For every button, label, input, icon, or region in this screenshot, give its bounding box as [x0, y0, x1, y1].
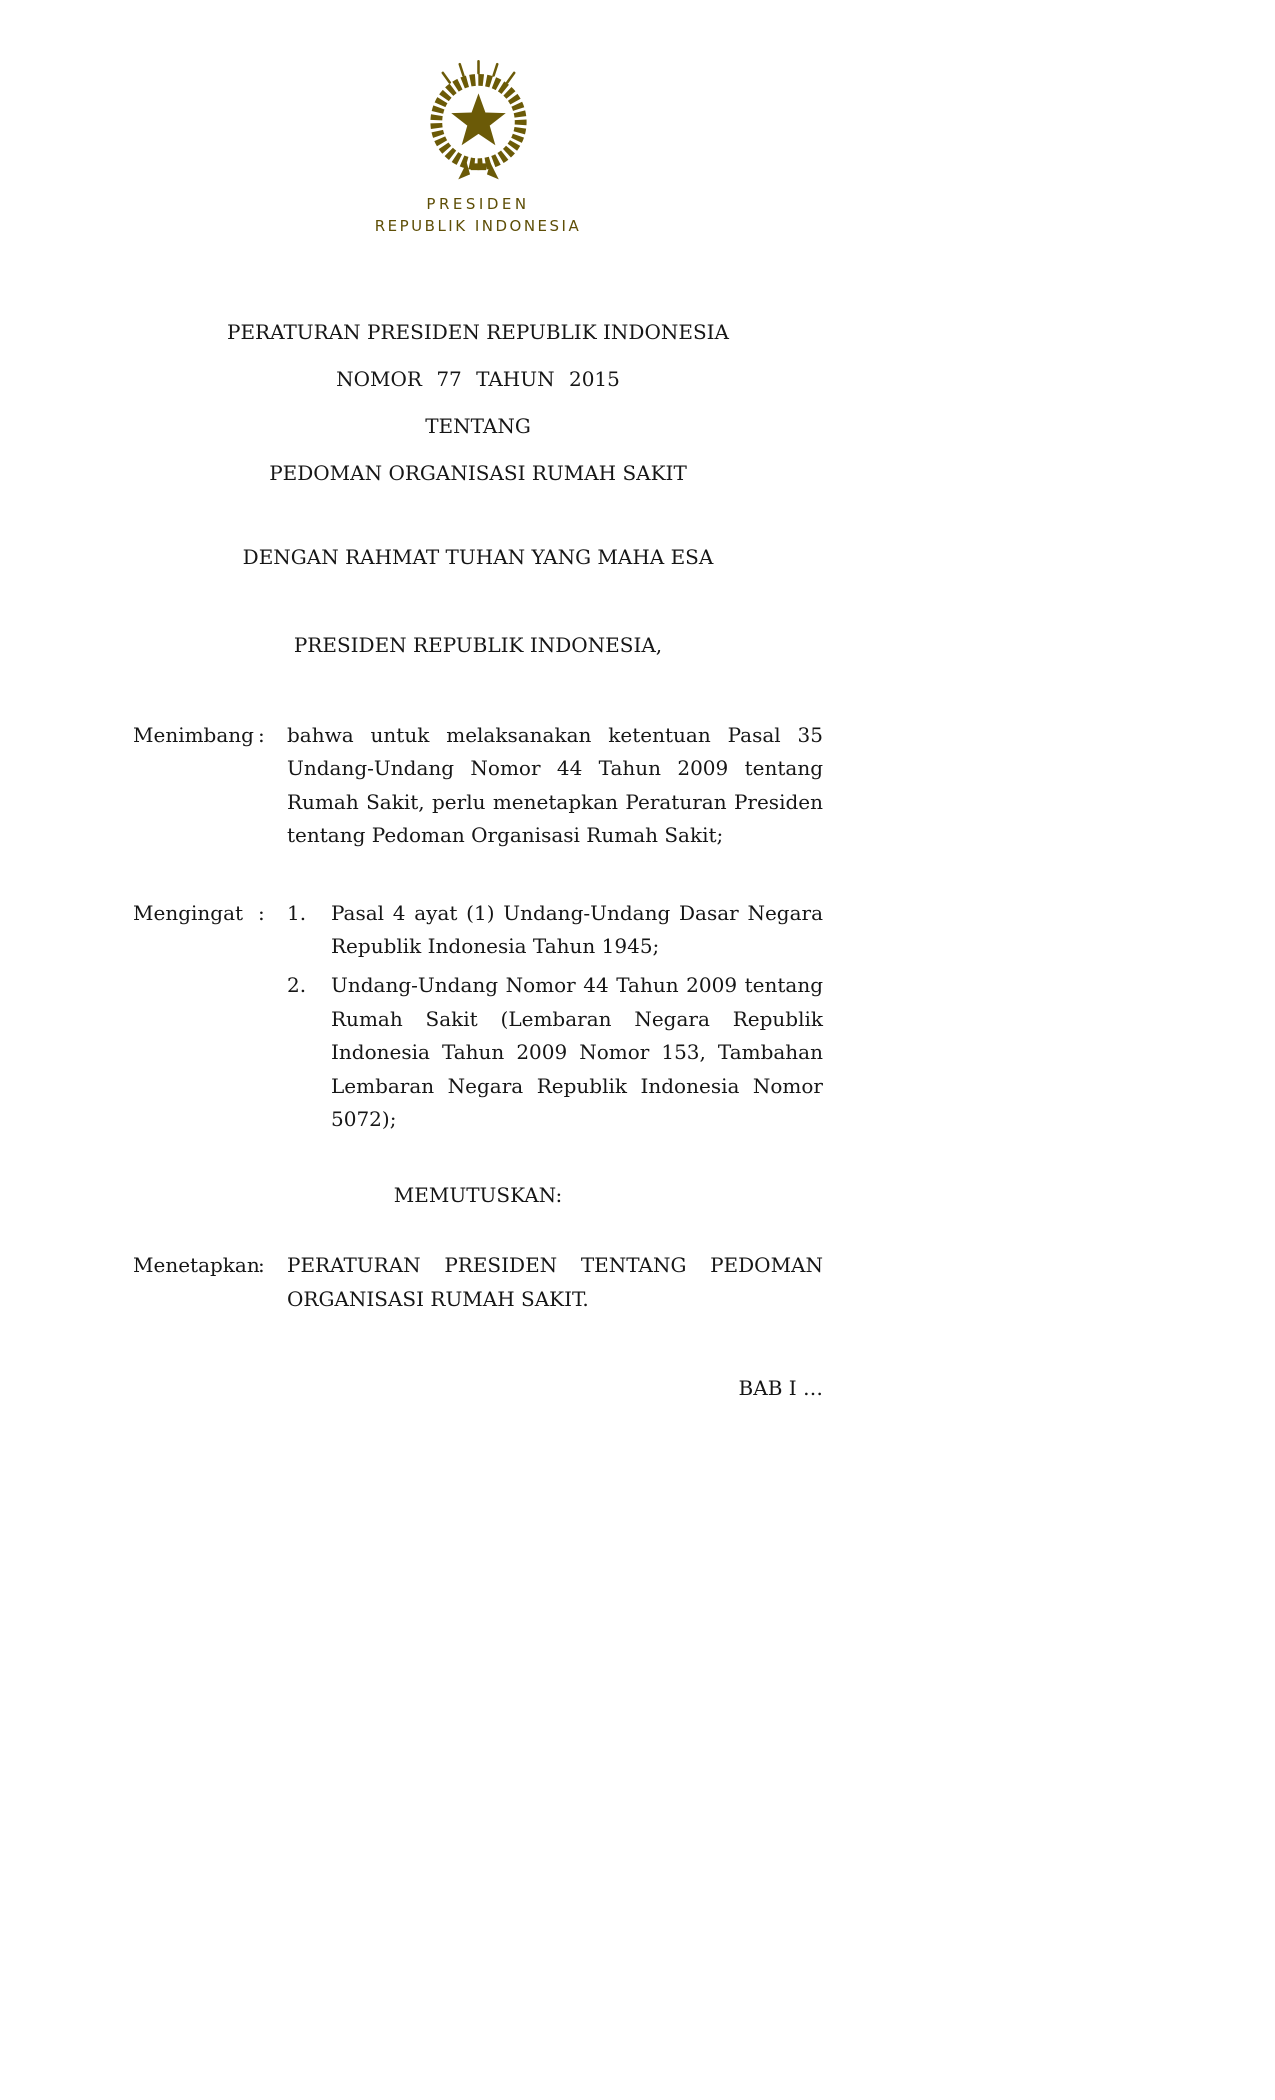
legal-basis-items [287, 897, 823, 1137]
regulation-number-line: NOMOR 77 TAHUN 2015 [336, 366, 620, 391]
enactment-text: PERATURAN PRESIDEN TENTANG PEDOMAN ORGANISASI RUMAH SAKIT. [287, 1253, 823, 1311]
enactment-colon: : [258, 1253, 265, 1278]
emblem-caption-republik-indonesia: REPUBLIK INDONESIA [374, 216, 582, 235]
enactment-section [133, 1249, 823, 1316]
considerations-label: Menimbang [133, 722, 254, 747]
state-emblem-icon [411, 56, 546, 183]
regulation-title-line-1: PERATURAN PRESIDEN REPUBLIK INDONESIA [226, 319, 729, 344]
list-item [287, 897, 823, 964]
page-continuation-marker: BAB I … [738, 1376, 823, 1401]
considerations-section [133, 719, 823, 853]
list-item-number: 2. [287, 973, 307, 998]
list-item-text: Undang-Undang Nomor 44 Tahun 2009 tentang Rumah Sakit (Lembaran Negara Republik Indonesia Tahun 2009 Nomor 153, Tambahan Lembaran Negara Republik Indonesia Nomor 5072); [331, 973, 823, 1132]
regulation-tentang-line: TENTANG [425, 413, 531, 438]
authority-line: PRESIDEN REPUBLIK INDONESIA, [293, 632, 663, 657]
emblem-block [133, 0, 823, 236]
considerations-colon: : [258, 722, 265, 747]
emblem-caption [133, 195, 823, 236]
regulation-title [133, 320, 823, 485]
decision-heading: MEMUTUSKAN: [393, 1183, 563, 1208]
legal-basis-section [133, 897, 823, 1137]
list-item-number: 1. [287, 900, 307, 925]
list-item [287, 969, 823, 1137]
considerations-text: bahwa untuk melaksanakan ketentuan Pasal 35 Undang-Undang Nomor 44 Tahun 2009 tentang Rumah Sakit, perlu menetapkan Peraturan Presiden tentang Pedoman Organisasi Rumah Sakit; [287, 722, 823, 848]
list-item-text: Pasal 4 ayat (1) Undang-Undang Dasar Negara Republik Indonesia Tahun 1945; [331, 900, 823, 959]
enactment-label: Menetapkan [133, 1253, 260, 1278]
invocation-line: DENGAN RAHMAT TUHAN YANG MAHA ESA [242, 544, 714, 569]
emblem-caption-presiden: PRESIDEN [426, 195, 530, 213]
regulation-subject-line: PEDOMAN ORGANISASI RUMAH SAKIT [269, 460, 687, 485]
document-content [133, 0, 823, 1400]
legal-basis-colon: : [258, 900, 265, 925]
legal-basis-label: Mengingat [133, 900, 244, 925]
